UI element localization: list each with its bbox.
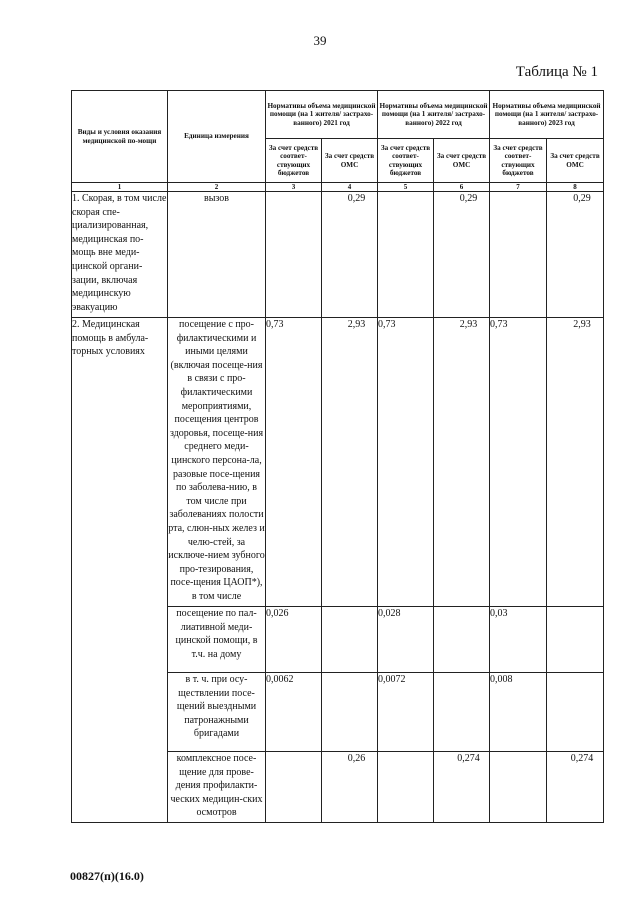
value-cell — [434, 607, 490, 673]
column-number: 8 — [547, 183, 604, 192]
table-row — [72, 192, 604, 318]
value-cell: 0,29 — [434, 192, 490, 318]
value-cell — [378, 192, 434, 318]
header-unit: Единица измерения — [168, 91, 266, 183]
column-number: 5 — [378, 183, 434, 192]
column-number: 3 — [266, 183, 322, 192]
value-cell — [490, 192, 547, 318]
value-cell: 0,29 — [547, 192, 604, 318]
value-cell: 2,93 — [322, 318, 378, 607]
row-unit: посещение по пал-лиативной меди-цинской помощи, в т.ч. на дому — [168, 607, 266, 673]
table-row — [72, 318, 604, 607]
value-cell — [266, 752, 322, 823]
header-group-2023: Нормативы объема медицинской помощи (на 1 жителя/ застрахо-ванного) 2023 год — [490, 91, 604, 139]
row-kind: 1. Скорая, в том числе скорая спе-циализированная, медицинская по-мощь вне меди-цинской органи-зации, включая медицинскую эвакуацию — [72, 192, 168, 318]
row-unit: посещение с про-филактическими и иными целями (включая посеще-ния в связи с про-филактическими мероприятиями, посещения центров здоровья, посеще-ния среднего меди-цинского персона-ла, разовые посе-щения по заболева-нию, в том числе при заболеваниях полости рта, слюн-ных желез и челю-стей, за исключе-нием зубного про-тезирования, посе-щения ЦАОП*), в том числе — [168, 318, 266, 607]
value-cell: 0,274 — [547, 752, 604, 823]
header-type: Виды и условия оказания медицинской по-мощи — [72, 91, 168, 183]
value-cell — [434, 673, 490, 752]
value-cell: 0,73 — [378, 318, 434, 607]
column-numbers-row — [72, 183, 604, 192]
table-title: Таблица № 1 — [515, 64, 598, 80]
column-number: 6 — [434, 183, 490, 192]
value-cell — [490, 752, 547, 823]
value-cell: 0,0072 — [378, 673, 434, 752]
header-row — [72, 91, 604, 139]
column-number: 1 — [72, 183, 168, 192]
value-cell: 0,03 — [490, 607, 547, 673]
row-kind: 2. Медицинская помощь в амбула-торных условиях — [72, 318, 168, 823]
page-number: 39 — [313, 33, 327, 48]
footer-code: 00827(п)(16.0) — [70, 869, 144, 883]
row-unit: в т. ч. при осу-ществлении посе-щений выездными патронажными бригадами — [168, 673, 266, 752]
value-cell: 0,274 — [434, 752, 490, 823]
value-cell: 0,73 — [490, 318, 547, 607]
value-cell — [378, 752, 434, 823]
value-cell — [547, 607, 604, 673]
subheader-budget: За счет средств соответ-ствующих бюджетов — [378, 139, 434, 183]
norms-table — [71, 90, 604, 823]
row-unit: комплексное посе-щение для прове-дения профилакти-ческих медицин-ских осмотров — [168, 752, 266, 823]
value-cell: 2,93 — [547, 318, 604, 607]
row-unit: вызов — [168, 192, 266, 318]
column-number: 2 — [168, 183, 266, 192]
value-cell: 0,028 — [378, 607, 434, 673]
column-number: 4 — [322, 183, 378, 192]
value-cell — [322, 673, 378, 752]
value-cell — [322, 607, 378, 673]
subheader-oms: За счет средств ОМС — [322, 139, 378, 183]
value-cell: 0,008 — [490, 673, 547, 752]
column-number: 7 — [490, 183, 547, 192]
subheader-oms: За счет средств ОМС — [547, 139, 604, 183]
subheader-oms: За счет средств ОМС — [434, 139, 490, 183]
value-cell: 0,026 — [266, 607, 322, 673]
value-cell: 0,73 — [266, 318, 322, 607]
value-cell: 0,26 — [322, 752, 378, 823]
subheader-budget: За счет средств соответ-ствующих бюджетов — [490, 139, 547, 183]
header-group-2021: Нормативы объема медицинской помощи (на 1 жителя/ застрахо-ванного) 2021 год — [266, 91, 378, 139]
subheader-budget: За счет средств соответ-ствующих бюджетов — [266, 139, 322, 183]
value-cell: 0,29 — [322, 192, 378, 318]
value-cell: 0,0062 — [266, 673, 322, 752]
header-group-2022: Нормативы объема медицинской помощи (на 1 жителя/ застрахо-ванного) 2022 год — [378, 91, 490, 139]
value-cell — [266, 192, 322, 318]
value-cell — [547, 673, 604, 752]
value-cell: 2,93 — [434, 318, 490, 607]
